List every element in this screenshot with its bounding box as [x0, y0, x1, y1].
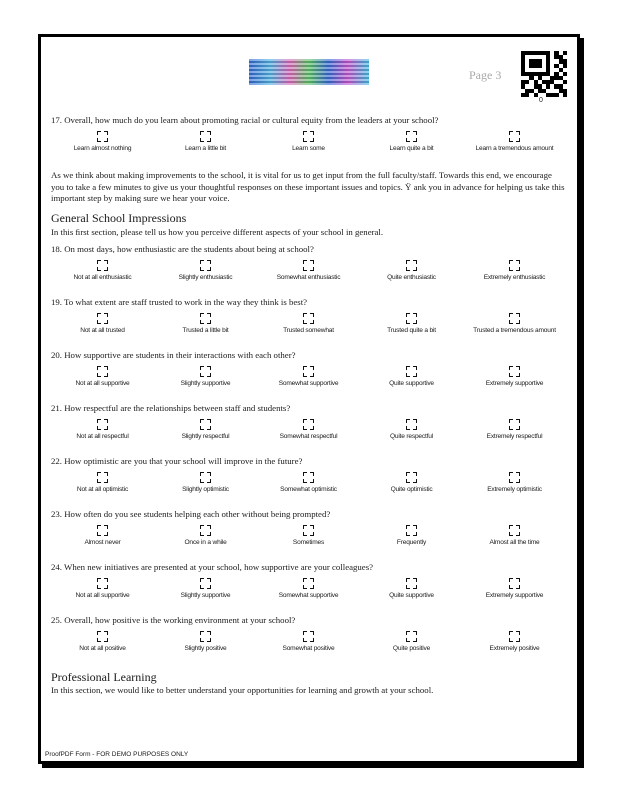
- answer-option-label: Trusted a tremendous amount: [473, 327, 556, 334]
- question-block: [51, 403, 567, 456]
- answer-option: [463, 472, 566, 494]
- answer-options: [51, 578, 567, 600]
- answer-checkbox[interactable]: [406, 313, 417, 324]
- qr-code: [521, 51, 567, 97]
- answer-option-label: Almost never: [84, 539, 121, 546]
- answer-option: [154, 472, 257, 494]
- question-text: 20. How supportive are students in their interactions with each other?: [51, 350, 296, 360]
- question-list: [51, 244, 567, 668]
- answer-checkbox[interactable]: [303, 419, 314, 430]
- answer-option: [154, 366, 257, 388]
- answer-checkbox[interactable]: [509, 419, 520, 430]
- answer-option: [51, 472, 154, 494]
- answer-options: [51, 631, 567, 653]
- answer-options: [51, 419, 567, 441]
- answer-checkbox[interactable]: [303, 578, 314, 589]
- answer-option: [154, 419, 257, 441]
- answer-option-label: Not at all positive: [79, 645, 126, 652]
- question-text: 19. To what extent are staff trusted to work in the way they think is best?: [51, 297, 308, 307]
- answer-option-label: Somewhat positive: [282, 645, 335, 652]
- answer-checkbox[interactable]: [509, 366, 520, 377]
- answer-option: [257, 260, 360, 282]
- answer-checkbox[interactable]: [200, 631, 211, 642]
- question-block: [51, 509, 567, 562]
- answer-options: [51, 131, 567, 153]
- answer-option-label: Somewhat respectful: [279, 433, 338, 440]
- answer-option: [51, 578, 154, 600]
- answer-option: [360, 313, 463, 335]
- answer-option-label: Somewhat supportive: [278, 380, 339, 387]
- answer-options: [51, 525, 567, 547]
- answer-option: [463, 631, 566, 653]
- page-number: Page 3: [469, 68, 502, 82]
- answer-option: [463, 313, 566, 335]
- form-page: [38, 34, 580, 764]
- answer-option: [51, 260, 154, 282]
- answer-option: [257, 525, 360, 547]
- footer-note: ProofPDF Form - FOR DEMO PURPOSES ONLY: [45, 751, 189, 758]
- answer-checkbox[interactable]: [406, 578, 417, 589]
- question-block: [51, 456, 567, 509]
- answer-option-label: Trusted somewhat: [283, 327, 334, 334]
- answer-option: [360, 472, 463, 494]
- form-content: [51, 115, 567, 697]
- answer-option: [51, 419, 154, 441]
- question-text: 17. Overall, how much do you learn about promoting racial or cultural equity from the leaders at your school?: [51, 115, 439, 125]
- answer-options: [51, 260, 567, 282]
- answer-option-label: Learn a little bit: [184, 145, 227, 152]
- answer-option-label: Extremely supportive: [485, 592, 544, 599]
- answer-option: [360, 631, 463, 653]
- answer-option-label: Learn some: [292, 145, 325, 152]
- answer-option-label: Slightly optimistic: [182, 486, 229, 493]
- answer-option: [51, 131, 154, 153]
- answer-option: [463, 419, 566, 441]
- answer-option: [154, 578, 257, 600]
- answer-checkbox[interactable]: [406, 419, 417, 430]
- answer-option: [51, 525, 154, 547]
- answer-option-label: Slightly respectful: [181, 433, 230, 440]
- answer-option: [360, 525, 463, 547]
- question-block: [51, 115, 567, 168]
- answer-option: [360, 131, 463, 153]
- answer-option: [360, 260, 463, 282]
- answer-option: [257, 313, 360, 335]
- section-title: General School Impressions: [51, 210, 187, 225]
- answer-option-label: Slightly supportive: [180, 380, 231, 387]
- answer-checkbox[interactable]: [200, 419, 211, 430]
- answer-option: [463, 260, 566, 282]
- question-block: [51, 297, 567, 350]
- answer-option-label: Slightly enthusiastic: [178, 274, 233, 281]
- answer-option: [51, 313, 154, 335]
- answer-option-label: Somewhat optimistic: [280, 486, 337, 493]
- answer-checkbox[interactable]: [200, 313, 211, 324]
- answer-option-label: Learn a tremendous amount: [475, 145, 554, 152]
- answer-checkbox[interactable]: [509, 631, 520, 642]
- question-text: 18. On most days, how enthusiastic are the students about being at school?: [51, 244, 314, 254]
- section-description: In this section, we would like to better understand your opportunities for learning and growth at your school.: [51, 685, 434, 695]
- answer-checkbox[interactable]: [97, 472, 108, 483]
- answer-option-label: Once in a while: [184, 539, 227, 546]
- answer-option: [463, 131, 566, 153]
- answer-option-label: Extremely optimistic: [487, 486, 542, 493]
- answer-option-label: Not at all supportive: [75, 592, 130, 599]
- answer-checkbox[interactable]: [303, 313, 314, 324]
- answer-option: [154, 525, 257, 547]
- answer-checkbox[interactable]: [97, 313, 108, 324]
- answer-checkbox[interactable]: [509, 313, 520, 324]
- answer-checkbox[interactable]: [200, 131, 211, 142]
- answer-option-label: Not at all optimistic: [76, 486, 129, 493]
- answer-checkbox[interactable]: [406, 525, 417, 536]
- answer-option: [463, 366, 566, 388]
- answer-checkbox[interactable]: [303, 472, 314, 483]
- question-block: [51, 244, 567, 297]
- answer-checkbox[interactable]: [97, 366, 108, 377]
- answer-option: [360, 578, 463, 600]
- answer-checkbox[interactable]: [509, 525, 520, 536]
- answer-checkbox[interactable]: [97, 578, 108, 589]
- answer-options: [51, 366, 567, 388]
- section-description: In this ﬁrst section, please tell us how you perceive different aspects of your school in general.: [51, 226, 384, 237]
- answer-checkbox[interactable]: [200, 366, 211, 377]
- answer-option-label: Quite supportive: [389, 380, 434, 387]
- answer-option: [257, 631, 360, 653]
- answer-checkbox[interactable]: [303, 525, 314, 536]
- answer-option-label: Not at all enthusiastic: [73, 274, 132, 281]
- answer-option-label: Extremely supportive: [485, 380, 544, 387]
- answer-option: [360, 366, 463, 388]
- answer-checkbox[interactable]: [303, 366, 314, 377]
- answer-checkbox[interactable]: [406, 131, 417, 142]
- answer-checkbox[interactable]: [97, 131, 108, 142]
- answer-checkbox[interactable]: [406, 631, 417, 642]
- answer-checkbox[interactable]: [303, 131, 314, 142]
- question-block: [51, 615, 567, 668]
- answer-option-label: Quite supportive: [389, 592, 434, 599]
- answer-option-label: Quite respectful: [390, 433, 433, 440]
- answer-option-label: Quite enthusiastic: [387, 274, 436, 281]
- answer-option: [154, 260, 257, 282]
- answer-option-label: Not at all respectful: [76, 433, 129, 440]
- answer-checkbox[interactable]: [200, 578, 211, 589]
- answer-checkbox[interactable]: [509, 260, 520, 271]
- answer-checkbox[interactable]: [97, 525, 108, 536]
- answer-checkbox[interactable]: [303, 260, 314, 271]
- answer-option: [154, 631, 257, 653]
- answer-checkbox[interactable]: [406, 366, 417, 377]
- answer-option: [154, 313, 257, 335]
- answer-checkbox[interactable]: [97, 260, 108, 271]
- intro-paragraph: As we think about making improvements to the school, it is vital for us to get input from the full faculty/staff. Towards this end, we encourage you to take a few minutes to give us your thoughtful responses on these important issues and topics. Ÿ ank you in advance for helping us take this important step by making sure we hear your voice.: [51, 170, 565, 203]
- answer-option: [257, 366, 360, 388]
- answer-option-label: Learn quite a bit: [389, 145, 434, 152]
- question-block: [51, 350, 567, 403]
- answer-options: [51, 313, 567, 335]
- question-text: 21. How respectful are the relationships between staff and students?: [51, 403, 291, 413]
- answer-option: [257, 131, 360, 153]
- answer-option: [360, 419, 463, 441]
- question-text: 22. How optimistic are you that your school will improve in the future?: [51, 456, 303, 466]
- answer-option: [257, 578, 360, 600]
- answer-checkbox[interactable]: [200, 525, 211, 536]
- section-title: Professional Learning: [51, 670, 157, 684]
- question-block: [51, 562, 567, 615]
- answer-option-label: Extremely positive: [489, 645, 540, 652]
- question-text: 25. Overall, how positive is the working environment at your school?: [51, 615, 296, 625]
- answer-option-label: Slightly positive: [184, 645, 227, 652]
- answer-option-label: Trusted a little bit: [182, 327, 229, 334]
- school-logo: [249, 59, 369, 85]
- answer-checkbox[interactable]: [406, 260, 417, 271]
- answer-checkbox[interactable]: [200, 472, 211, 483]
- answer-option-label: Quite positive: [392, 645, 431, 652]
- answer-checkbox[interactable]: [509, 472, 520, 483]
- answer-option: [257, 419, 360, 441]
- answer-option: [463, 578, 566, 600]
- answer-option-label: Learn almost nothing: [73, 145, 132, 152]
- question-text: 23. How often do you see students helping each other without being prompted?: [51, 509, 331, 519]
- answer-option: [257, 472, 360, 494]
- answer-checkbox[interactable]: [509, 131, 520, 142]
- answer-option: [463, 525, 566, 547]
- answer-option-label: Not at all trusted: [80, 327, 125, 334]
- answer-checkbox[interactable]: [97, 631, 108, 642]
- answer-option-label: Somewhat supportive: [278, 592, 339, 599]
- answer-checkbox[interactable]: [406, 472, 417, 483]
- answer-checkbox[interactable]: [97, 419, 108, 430]
- answer-option-label: Slightly supportive: [180, 592, 231, 599]
- question-text: 24. When new initiatives are presented at your school, how supportive are your colleagues?: [51, 562, 374, 572]
- qr-caption: 0: [539, 97, 543, 104]
- answer-option-label: Extremely respectful: [486, 433, 543, 440]
- answer-option-label: Sometimes: [292, 539, 325, 546]
- answer-option: [154, 131, 257, 153]
- answer-option-label: Quite optimistic: [390, 486, 433, 493]
- answer-option-label: Extremely enthusiastic: [483, 274, 546, 281]
- answer-option: [51, 631, 154, 653]
- answer-option-label: Trusted quite a bit: [387, 327, 436, 334]
- answer-option: [51, 366, 154, 388]
- answer-checkbox[interactable]: [200, 260, 211, 271]
- answer-option-label: Frequently: [396, 539, 427, 546]
- answer-checkbox[interactable]: [303, 631, 314, 642]
- answer-option-label: Almost all the time: [489, 539, 540, 546]
- answer-checkbox[interactable]: [509, 578, 520, 589]
- answer-option-label: Somewhat enthusiastic: [276, 274, 341, 281]
- answer-option-label: Not at all supportive: [75, 380, 130, 387]
- answer-options: [51, 472, 567, 494]
